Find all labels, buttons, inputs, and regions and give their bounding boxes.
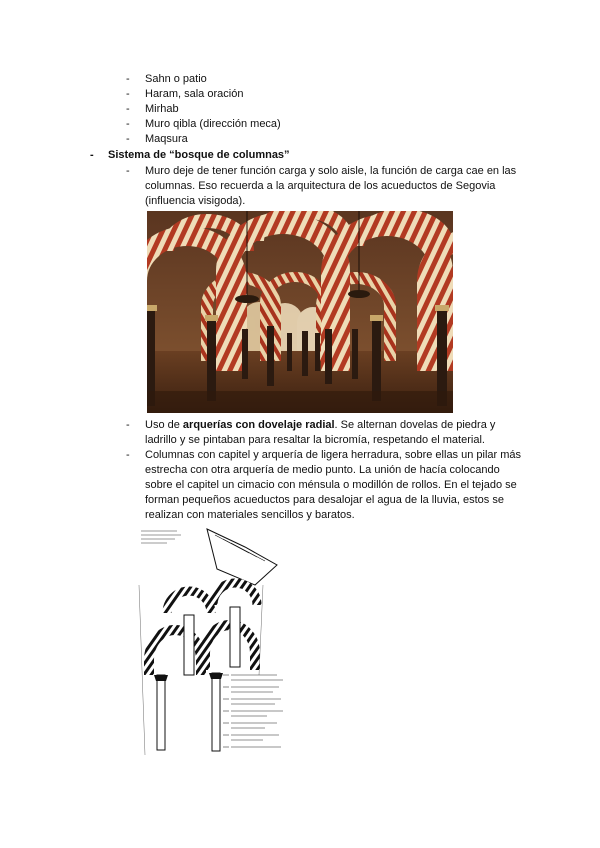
list-item: Maqsura bbox=[145, 133, 188, 145]
list-item: Sahn o patio bbox=[145, 73, 207, 85]
para-bullet: - bbox=[126, 165, 130, 177]
para-bullet: - bbox=[126, 449, 130, 461]
list-bullet: - bbox=[126, 118, 130, 130]
list-bullet: - bbox=[126, 88, 130, 100]
mosque-hall-photo bbox=[147, 211, 453, 413]
para2-suffix: . Se alternan dovelas de piedra y ladrillo y se pintaban para resaltar la bicromía, respetando el material. bbox=[145, 419, 496, 446]
section-bullet: - bbox=[90, 149, 94, 161]
list-bullet: - bbox=[126, 73, 130, 85]
list-bullet: - bbox=[126, 133, 130, 145]
list-item: Haram, sala oración bbox=[145, 88, 244, 100]
list-item: Muro qibla (dirección meca) bbox=[145, 118, 281, 130]
para2-prefix: Uso de bbox=[145, 419, 183, 431]
paragraph-capitel: Columnas con capitel y arquería de ligera herradura, sobre ellas un pilar más estrecha con otra arquería de medio punto. La unión de hacía colocando sobre el capitel un cimacio con ménsula o modillón de rollos. En el tejado se forman pequeños acueductos para desalojar el agua de la lluvia, estos se realizan con materiales sencillos y baratos. bbox=[145, 449, 522, 521]
list-item: Mirhab bbox=[145, 103, 179, 115]
paragraph-columns: Muro deje de tener función carga y solo aisle, la función de carga cae en las columnas. Eso recuerda a la arquitectura de los acueductos de Segovia (influencia visigoda). bbox=[145, 165, 517, 207]
arch-detail-drawing bbox=[137, 525, 289, 763]
para2-bold: arquerías con dovelaje radial bbox=[182, 419, 335, 431]
para-bullet: - bbox=[126, 419, 130, 431]
section-title: Sistema de “bosque de columnas” bbox=[108, 149, 290, 161]
paragraph-arquerias bbox=[145, 418, 525, 448]
list-bullet: - bbox=[126, 103, 130, 115]
